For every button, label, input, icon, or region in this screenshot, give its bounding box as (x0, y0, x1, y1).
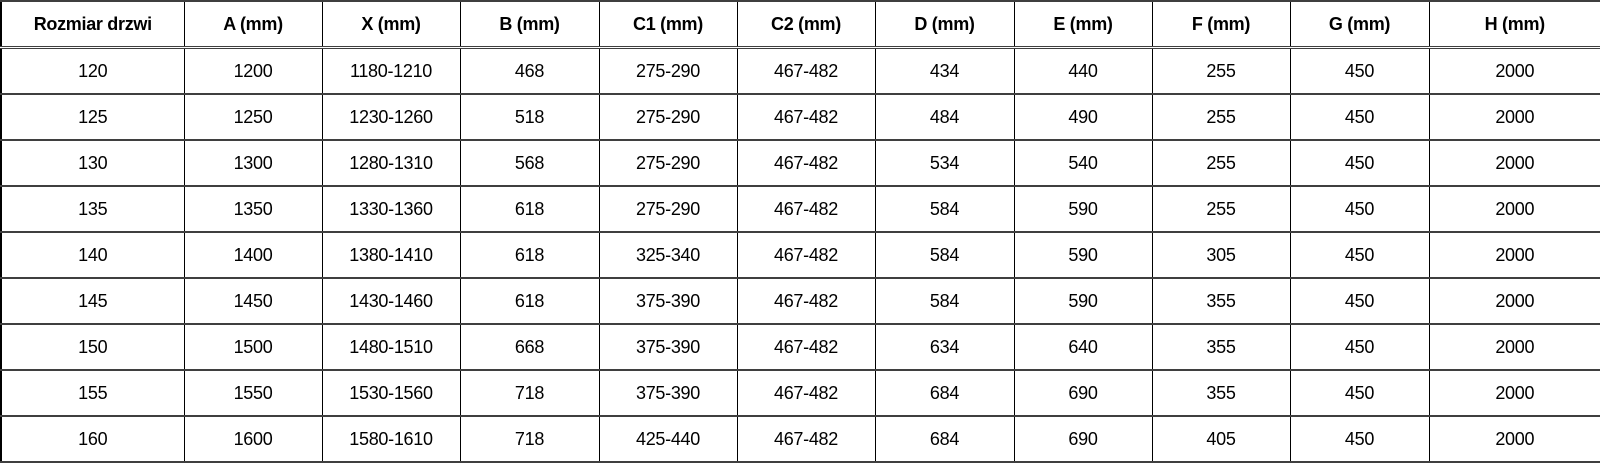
table-cell: 540 (1014, 140, 1152, 186)
table-cell: 130 (1, 140, 184, 186)
table-cell: 668 (460, 324, 599, 370)
table-cell: 467-482 (737, 416, 875, 462)
header-row (1, 1, 1600, 48)
table-cell: 590 (1014, 278, 1152, 324)
table-cell: 160 (1, 416, 184, 462)
table-row (1, 370, 1600, 416)
table-cell: 1530-1560 (322, 370, 460, 416)
table-cell: 255 (1152, 94, 1290, 140)
table-cell: 1580-1610 (322, 416, 460, 462)
table-cell: 450 (1290, 416, 1429, 462)
table-cell: 450 (1290, 48, 1429, 95)
table-cell: 1550 (184, 370, 322, 416)
table-cell: 490 (1014, 94, 1152, 140)
table-cell: 1330-1360 (322, 186, 460, 232)
table-cell: 1300 (184, 140, 322, 186)
table-cell: 450 (1290, 232, 1429, 278)
table-cell: 2000 (1429, 186, 1600, 232)
table-row (1, 186, 1600, 232)
table-row (1, 140, 1600, 186)
table-row (1, 278, 1600, 324)
table-cell: 450 (1290, 186, 1429, 232)
table-cell: 1280-1310 (322, 140, 460, 186)
table-row (1, 232, 1600, 278)
table-cell: 375-390 (599, 278, 737, 324)
table-cell: 467-482 (737, 186, 875, 232)
table-cell: 255 (1152, 48, 1290, 95)
table-cell: 534 (875, 140, 1014, 186)
table-cell: 440 (1014, 48, 1152, 95)
table-cell: 467-482 (737, 324, 875, 370)
table-cell: 467-482 (737, 278, 875, 324)
table-cell: 1480-1510 (322, 324, 460, 370)
table-cell: 467-482 (737, 140, 875, 186)
table-cell: 155 (1, 370, 184, 416)
table-row (1, 48, 1600, 95)
table-cell: 305 (1152, 232, 1290, 278)
table-cell: 590 (1014, 232, 1152, 278)
column-header: E (mm) (1014, 1, 1152, 48)
table-cell: 275-290 (599, 186, 737, 232)
table-cell: 684 (875, 416, 1014, 462)
table-cell: 2000 (1429, 232, 1600, 278)
table-cell: 2000 (1429, 48, 1600, 95)
table-cell: 275-290 (599, 48, 737, 95)
table-cell: 2000 (1429, 370, 1600, 416)
table-cell: 325-340 (599, 232, 737, 278)
table-cell: 1380-1410 (322, 232, 460, 278)
table-cell: 2000 (1429, 278, 1600, 324)
table-cell: 584 (875, 278, 1014, 324)
table-cell: 590 (1014, 186, 1152, 232)
table-cell: 684 (875, 370, 1014, 416)
table-cell: 1230-1260 (322, 94, 460, 140)
table-cell: 2000 (1429, 94, 1600, 140)
table-cell: 618 (460, 186, 599, 232)
table-body (1, 48, 1600, 463)
table-cell: 405 (1152, 416, 1290, 462)
table-cell: 255 (1152, 186, 1290, 232)
table-cell: 640 (1014, 324, 1152, 370)
table-cell: 1430-1460 (322, 278, 460, 324)
table-cell: 2000 (1429, 324, 1600, 370)
table-cell: 1400 (184, 232, 322, 278)
column-header: Rozmiar drzwi (1, 1, 184, 48)
table-cell: 618 (460, 278, 599, 324)
table-cell: 425-440 (599, 416, 737, 462)
table-cell: 484 (875, 94, 1014, 140)
table-cell: 468 (460, 48, 599, 95)
table-cell: 140 (1, 232, 184, 278)
table-cell: 1600 (184, 416, 322, 462)
column-header: G (mm) (1290, 1, 1429, 48)
table-cell: 467-482 (737, 48, 875, 95)
table-cell: 135 (1, 186, 184, 232)
table-cell: 150 (1, 324, 184, 370)
table-cell: 275-290 (599, 140, 737, 186)
column-header: A (mm) (184, 1, 322, 48)
table-cell: 584 (875, 232, 1014, 278)
table-row (1, 94, 1600, 140)
column-header: F (mm) (1152, 1, 1290, 48)
table-cell: 355 (1152, 370, 1290, 416)
table-cell: 634 (875, 324, 1014, 370)
table-cell: 450 (1290, 94, 1429, 140)
table-cell: 718 (460, 416, 599, 462)
table-cell: 434 (875, 48, 1014, 95)
column-header: C2 (mm) (737, 1, 875, 48)
table-row (1, 416, 1600, 462)
table-cell: 275-290 (599, 94, 737, 140)
table-cell: 1180-1210 (322, 48, 460, 95)
table-row (1, 324, 1600, 370)
table-cell: 450 (1290, 278, 1429, 324)
table-cell: 718 (460, 370, 599, 416)
table-cell: 255 (1152, 140, 1290, 186)
table-cell: 568 (460, 140, 599, 186)
table-cell: 355 (1152, 324, 1290, 370)
table-cell: 518 (460, 94, 599, 140)
table-cell: 355 (1152, 278, 1290, 324)
table-cell: 1450 (184, 278, 322, 324)
table-cell: 690 (1014, 370, 1152, 416)
table-cell: 467-482 (737, 232, 875, 278)
table-cell: 2000 (1429, 416, 1600, 462)
table-cell: 125 (1, 94, 184, 140)
table-cell: 1350 (184, 186, 322, 232)
column-header: H (mm) (1429, 1, 1600, 48)
column-header: B (mm) (460, 1, 599, 48)
column-header: X (mm) (322, 1, 460, 48)
table-cell: 690 (1014, 416, 1152, 462)
table-cell: 1500 (184, 324, 322, 370)
column-header: C1 (mm) (599, 1, 737, 48)
table-cell: 145 (1, 278, 184, 324)
table-cell: 618 (460, 232, 599, 278)
table-cell: 467-482 (737, 370, 875, 416)
table-cell: 1250 (184, 94, 322, 140)
table-cell: 467-482 (737, 94, 875, 140)
table-cell: 375-390 (599, 324, 737, 370)
column-header: D (mm) (875, 1, 1014, 48)
table-cell: 120 (1, 48, 184, 95)
table-cell: 450 (1290, 370, 1429, 416)
table-cell: 584 (875, 186, 1014, 232)
table-cell: 2000 (1429, 140, 1600, 186)
table-cell: 375-390 (599, 370, 737, 416)
table-cell: 450 (1290, 140, 1429, 186)
table-cell: 1200 (184, 48, 322, 95)
table-cell: 450 (1290, 324, 1429, 370)
